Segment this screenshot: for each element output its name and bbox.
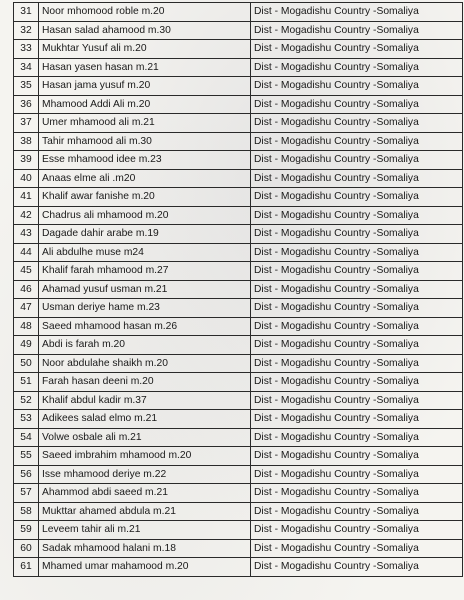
table-row bbox=[14, 58, 463, 77]
person-name-cell: Saeed mhamood hasan m.26 bbox=[39, 317, 251, 336]
row-number-cell: 55 bbox=[14, 447, 39, 466]
row-number-cell: 31 bbox=[14, 3, 39, 22]
row-number-cell: 53 bbox=[14, 410, 39, 429]
table-row bbox=[14, 77, 463, 96]
row-number-cell: 36 bbox=[14, 95, 39, 114]
address-cell: Dist - Mogadishu Country -Somaliya bbox=[251, 132, 463, 151]
row-number-cell: 39 bbox=[14, 151, 39, 170]
table-row bbox=[14, 428, 463, 447]
address-cell: Dist - Mogadishu Country -Somaliya bbox=[251, 21, 463, 40]
address-cell: Dist - Mogadishu Country -Somaliya bbox=[251, 206, 463, 225]
person-name-cell: Mhamed umar mahamood m.20 bbox=[39, 558, 251, 577]
person-name-cell: Usman deriye hame m.23 bbox=[39, 299, 251, 318]
table-row bbox=[14, 225, 463, 244]
row-number-cell: 60 bbox=[14, 539, 39, 558]
row-number-cell: 38 bbox=[14, 132, 39, 151]
address-cell: Dist - Mogadishu Country -Somaliya bbox=[251, 391, 463, 410]
person-name-cell: Chadrus ali mhamood m.20 bbox=[39, 206, 251, 225]
person-name-cell: Hasan jama yusuf m.20 bbox=[39, 77, 251, 96]
table-row bbox=[14, 336, 463, 355]
table-row bbox=[14, 169, 463, 188]
person-name-cell: Mukttar ahamed abdula m.21 bbox=[39, 502, 251, 521]
person-name-cell: Dagade dahir arabe m.19 bbox=[39, 225, 251, 244]
address-cell: Dist - Mogadishu Country -Somaliya bbox=[251, 243, 463, 262]
row-number-cell: 58 bbox=[14, 502, 39, 521]
person-name-cell: Farah hasan deeni m.20 bbox=[39, 373, 251, 392]
row-number-cell: 48 bbox=[14, 317, 39, 336]
person-name-cell: Hasan salad ahamood m.30 bbox=[39, 21, 251, 40]
row-number-cell: 43 bbox=[14, 225, 39, 244]
address-cell: Dist - Mogadishu Country -Somaliya bbox=[251, 3, 463, 22]
person-name-cell: Noor abdulahe shaikh m.20 bbox=[39, 354, 251, 373]
table-row bbox=[14, 280, 463, 299]
address-cell: Dist - Mogadishu Country -Somaliya bbox=[251, 502, 463, 521]
person-name-cell: Hasan yasen hasan m.21 bbox=[39, 58, 251, 77]
row-number-cell: 40 bbox=[14, 169, 39, 188]
row-number-cell: 46 bbox=[14, 280, 39, 299]
table-row bbox=[14, 410, 463, 429]
table-row bbox=[14, 391, 463, 410]
table-row bbox=[14, 317, 463, 336]
person-name-cell: Ahamad yusuf usman m.21 bbox=[39, 280, 251, 299]
address-cell: Dist - Mogadishu Country -Somaliya bbox=[251, 299, 463, 318]
row-number-cell: 34 bbox=[14, 58, 39, 77]
address-cell: Dist - Mogadishu Country -Somaliya bbox=[251, 428, 463, 447]
row-number-cell: 56 bbox=[14, 465, 39, 484]
person-name-cell: Volwe osbale ali m.21 bbox=[39, 428, 251, 447]
address-cell: Dist - Mogadishu Country -Somaliya bbox=[251, 521, 463, 540]
table-row bbox=[14, 3, 463, 22]
person-name-cell: Khalif abdul kadir m.37 bbox=[39, 391, 251, 410]
row-number-cell: 61 bbox=[14, 558, 39, 577]
address-cell: Dist - Mogadishu Country -Somaliya bbox=[251, 410, 463, 429]
address-cell: Dist - Mogadishu Country -Somaliya bbox=[251, 262, 463, 281]
table-row bbox=[14, 114, 463, 133]
person-name-cell: Leveem tahir ali m.21 bbox=[39, 521, 251, 540]
table-row bbox=[14, 484, 463, 503]
table-row bbox=[14, 465, 463, 484]
table-row bbox=[14, 539, 463, 558]
table-row bbox=[14, 262, 463, 281]
table-row bbox=[14, 243, 463, 262]
row-number-cell: 49 bbox=[14, 336, 39, 355]
person-name-cell: Mhamood Addi Ali m.20 bbox=[39, 95, 251, 114]
address-cell: Dist - Mogadishu Country -Somaliya bbox=[251, 225, 463, 244]
address-cell: Dist - Mogadishu Country -Somaliya bbox=[251, 188, 463, 207]
address-cell: Dist - Mogadishu Country -Somaliya bbox=[251, 373, 463, 392]
address-cell: Dist - Mogadishu Country -Somaliya bbox=[251, 77, 463, 96]
person-name-cell: Ahammod abdi saeed m.21 bbox=[39, 484, 251, 503]
address-cell: Dist - Mogadishu Country -Somaliya bbox=[251, 317, 463, 336]
row-number-cell: 37 bbox=[14, 114, 39, 133]
row-number-cell: 50 bbox=[14, 354, 39, 373]
table-row bbox=[14, 132, 463, 151]
address-cell: Dist - Mogadishu Country -Somaliya bbox=[251, 40, 463, 59]
address-cell: Dist - Mogadishu Country -Somaliya bbox=[251, 336, 463, 355]
address-cell: Dist - Mogadishu Country -Somaliya bbox=[251, 484, 463, 503]
table-row bbox=[14, 373, 463, 392]
table-row bbox=[14, 521, 463, 540]
table-row bbox=[14, 558, 463, 577]
address-cell: Dist - Mogadishu Country -Somaliya bbox=[251, 558, 463, 577]
address-cell: Dist - Mogadishu Country -Somaliya bbox=[251, 151, 463, 170]
person-name-cell: Umer mhamood ali m.21 bbox=[39, 114, 251, 133]
row-number-cell: 33 bbox=[14, 40, 39, 59]
person-name-cell: Isse mhamood deriye m.22 bbox=[39, 465, 251, 484]
person-name-cell: Adikees salad elmo m.21 bbox=[39, 410, 251, 429]
table-row bbox=[14, 206, 463, 225]
row-number-cell: 42 bbox=[14, 206, 39, 225]
person-name-cell: Ali abdulhe muse m24 bbox=[39, 243, 251, 262]
address-cell: Dist - Mogadishu Country -Somaliya bbox=[251, 539, 463, 558]
table-row bbox=[14, 21, 463, 40]
row-number-cell: 32 bbox=[14, 21, 39, 40]
table-row bbox=[14, 188, 463, 207]
address-cell: Dist - Mogadishu Country -Somaliya bbox=[251, 58, 463, 77]
person-name-cell: Khalif farah mhamood m.27 bbox=[39, 262, 251, 281]
person-name-cell: Noor mhomood roble m.20 bbox=[39, 3, 251, 22]
person-name-cell: Sadak mhamood halani m.18 bbox=[39, 539, 251, 558]
address-cell: Dist - Mogadishu Country -Somaliya bbox=[251, 354, 463, 373]
address-cell: Dist - Mogadishu Country -Somaliya bbox=[251, 447, 463, 466]
table-row bbox=[14, 502, 463, 521]
roster-table bbox=[13, 2, 463, 577]
row-number-cell: 35 bbox=[14, 77, 39, 96]
person-name-cell: Tahir mhamood ali m.30 bbox=[39, 132, 251, 151]
person-name-cell: Saeed imbrahim mhamood m.20 bbox=[39, 447, 251, 466]
row-number-cell: 59 bbox=[14, 521, 39, 540]
table-row bbox=[14, 354, 463, 373]
table-row bbox=[14, 95, 463, 114]
table-row bbox=[14, 40, 463, 59]
row-number-cell: 41 bbox=[14, 188, 39, 207]
row-number-cell: 44 bbox=[14, 243, 39, 262]
address-cell: Dist - Mogadishu Country -Somaliya bbox=[251, 465, 463, 484]
row-number-cell: 47 bbox=[14, 299, 39, 318]
table-row bbox=[14, 447, 463, 466]
person-name-cell: Anaas elme ali .m20 bbox=[39, 169, 251, 188]
address-cell: Dist - Mogadishu Country -Somaliya bbox=[251, 169, 463, 188]
row-number-cell: 54 bbox=[14, 428, 39, 447]
person-name-cell: Khalif awar fanishe m.20 bbox=[39, 188, 251, 207]
person-name-cell: Mukhtar Yusuf ali m.20 bbox=[39, 40, 251, 59]
row-number-cell: 51 bbox=[14, 373, 39, 392]
person-name-cell: Abdi is farah m.20 bbox=[39, 336, 251, 355]
roster-table-body bbox=[14, 3, 463, 577]
table-row bbox=[14, 151, 463, 170]
person-name-cell: Esse mhamood idee m.23 bbox=[39, 151, 251, 170]
address-cell: Dist - Mogadishu Country -Somaliya bbox=[251, 114, 463, 133]
row-number-cell: 57 bbox=[14, 484, 39, 503]
row-number-cell: 45 bbox=[14, 262, 39, 281]
table-row bbox=[14, 299, 463, 318]
address-cell: Dist - Mogadishu Country -Somaliya bbox=[251, 280, 463, 299]
address-cell: Dist - Mogadishu Country -Somaliya bbox=[251, 95, 463, 114]
row-number-cell: 52 bbox=[14, 391, 39, 410]
